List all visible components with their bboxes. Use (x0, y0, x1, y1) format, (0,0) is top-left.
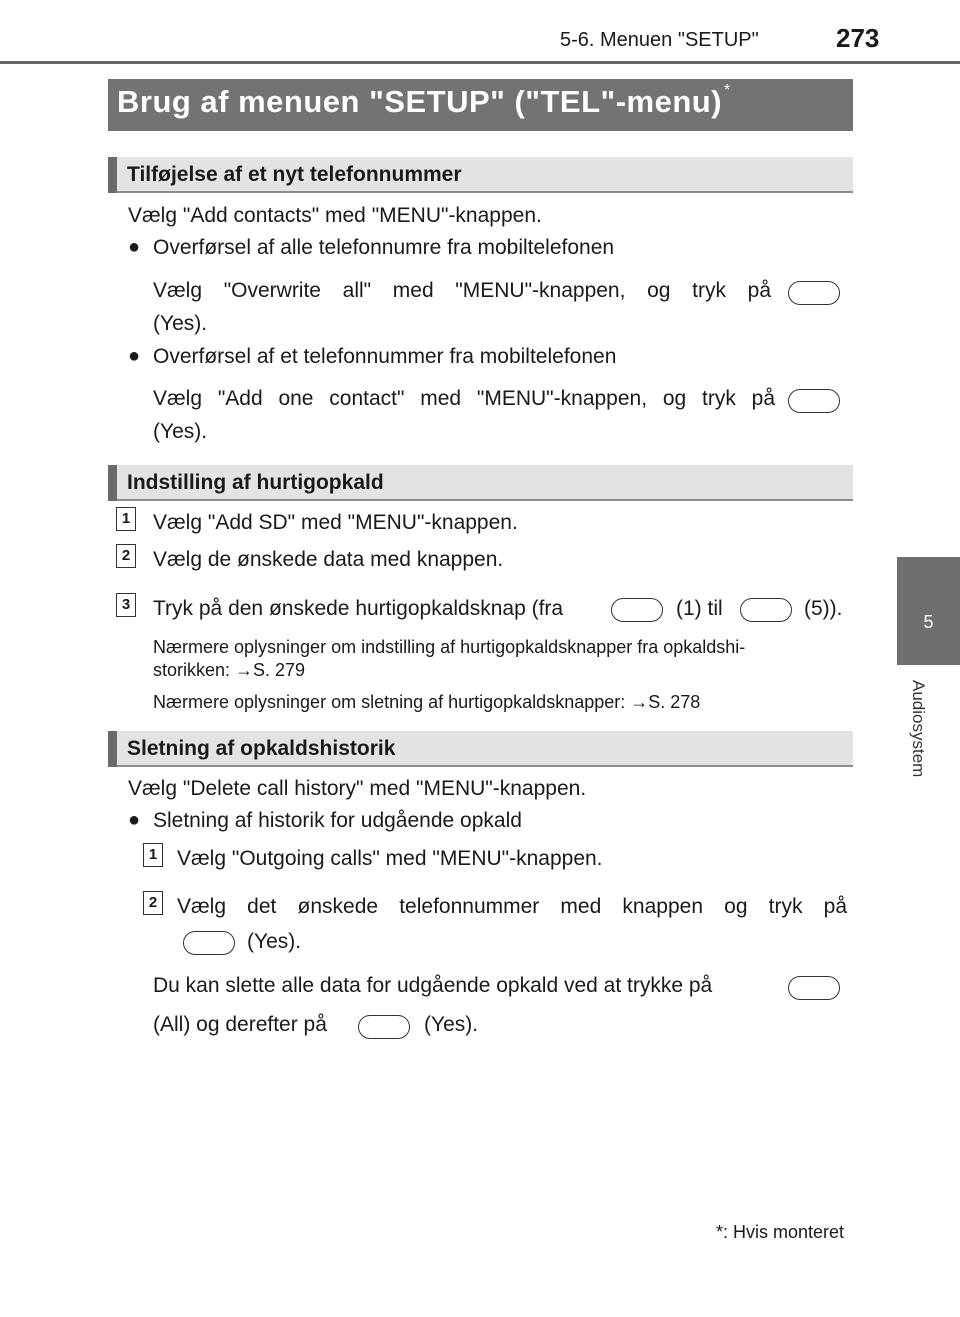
step-text: Tryk på den ønskede hurtigopkaldsknap (fra (153, 597, 564, 620)
section1-bullet2-text: Vælg "Add one contact" med "MENU"-knappen, og tryk på (153, 387, 775, 410)
step-text: Vælg "Add SD" med "MENU"-knappen. (153, 511, 518, 534)
step-number: 2 (143, 891, 163, 915)
footnote-mark: * (716, 1222, 724, 1242)
page-heading (117, 84, 731, 120)
chapter-label-wrapper (900, 680, 930, 810)
chapter-number: 5 (923, 612, 934, 632)
extra-text: Du kan slette alle data for udgående opkald ved at trykke på (153, 974, 713, 997)
section-header-delete-history (108, 731, 853, 767)
note-text: Nærmere oplysninger om sletning af hurtigopkaldsknapper: →S. 278 (153, 692, 701, 712)
step-text: Vælg det ønskede telefonnummer med knappen og tryk på (177, 895, 847, 918)
extra-text: (All) og derefter på (153, 1013, 327, 1036)
section1-bullet1-yes: (Yes). (153, 312, 208, 335)
step-number: 3 (116, 593, 136, 617)
chapter-label: Audiosystem (909, 680, 928, 778)
section1-bullet1-text: Vælg "Overwrite all" med "MENU"-knappen, og tryk på (153, 279, 771, 302)
section-heading: Indstilling af hurtigopkald (127, 471, 384, 494)
section-header-add-number (108, 157, 853, 193)
section-bar (108, 731, 117, 767)
step-text: Vælg de ønskede data med knappen. (153, 548, 504, 571)
step-number: 1 (116, 507, 136, 531)
step-number: 1 (143, 843, 163, 867)
page-heading-text: Brug af menuen "SETUP" ("TEL"-menu) (117, 84, 723, 119)
section1-bullet2-yes: (Yes). (153, 420, 208, 443)
bullet-icon: ● (128, 236, 141, 258)
page-number: 273 (836, 23, 880, 53)
note-text: Nærmere oplysninger om indstilling af hurtigopkaldsknapper fra opkaldshi- (153, 637, 746, 657)
preset-button-5-icon (740, 598, 792, 622)
step-text: (Yes). (247, 930, 302, 953)
yes-button-icon (788, 281, 840, 305)
section-header-speed-dial (108, 465, 853, 501)
all-button-icon (788, 976, 840, 1000)
section-heading: Sletning af opkaldshistorik (127, 737, 396, 760)
extra-text: (Yes). (424, 1013, 479, 1036)
section3-intro: Vælg "Delete call history" med "MENU"-knappen. (128, 777, 587, 800)
section3-bullet1: Sletning af historik for udgående opkald (153, 809, 522, 832)
footnote-text: : Hvis monteret (723, 1222, 845, 1242)
header-rule (0, 61, 960, 64)
yes-button-icon (358, 1015, 410, 1039)
step-number: 2 (116, 544, 136, 568)
step-text: Vælg "Outgoing calls" med "MENU"-knappen. (177, 847, 603, 870)
yes-button-icon (788, 389, 840, 413)
bullet-icon: ● (128, 345, 141, 367)
section-bar (108, 157, 117, 193)
section-bar (108, 465, 117, 501)
section-title: 5-6. Menuen "SETUP" (560, 29, 759, 51)
section1-bullet2: Overførsel af et telefonnummer fra mobiltelefonen (153, 345, 617, 368)
section-heading: Tilføjelse af et nyt telefonnummer (127, 163, 462, 186)
preset-button-1-icon (611, 598, 663, 622)
section1-bullet1: Overførsel af alle telefonnumre fra mobiltelefonen (153, 236, 615, 259)
note-text: storikken: →S. 279 (153, 660, 306, 680)
step-text: (5)). (804, 597, 843, 620)
section1-intro: Vælg "Add contacts" med "MENU"-knappen. (128, 204, 542, 227)
yes-button-icon (183, 931, 235, 955)
step-text: (1) til (676, 597, 723, 620)
bullet-icon: ● (128, 809, 141, 831)
chapter-tab (897, 557, 960, 665)
footnote (716, 1222, 844, 1243)
optional-mark: * (724, 82, 731, 99)
